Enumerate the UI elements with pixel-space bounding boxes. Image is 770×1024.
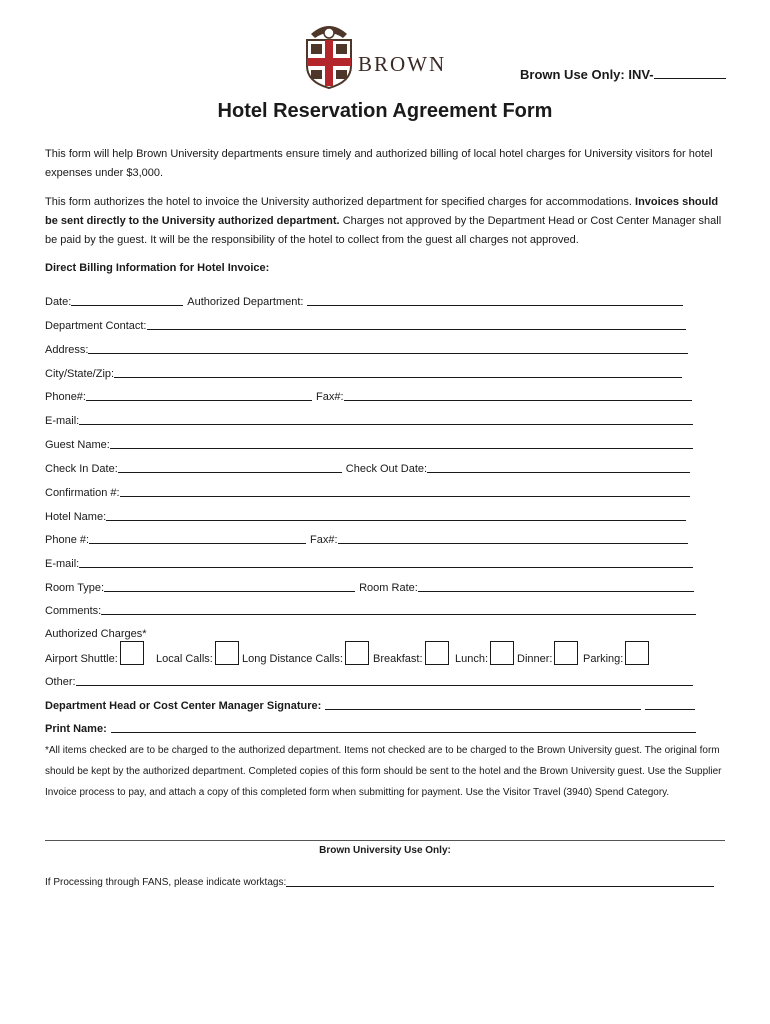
email-field[interactable]	[79, 413, 693, 425]
row-address	[45, 340, 688, 356]
row-check-in-out	[45, 459, 690, 475]
lunch-item	[455, 641, 514, 665]
airport-shuttle-checkbox[interactable]	[120, 641, 144, 665]
local-calls-item	[156, 641, 239, 665]
intro-paragraph-2	[45, 193, 725, 250]
row-date-department	[45, 292, 683, 308]
row-guest-name	[45, 435, 693, 451]
intro-p2-text-2: Charges not approved by the Department Head or Cost Center Manager shall be paid by the guest. It will be the responsibility of the hotel to collect from the guest all charges not approved.	[45, 215, 722, 246]
city-state-zip-label: City/State/Zip:	[45, 368, 115, 380]
brown-wordmark: BROWN	[358, 52, 447, 76]
room-type-label: Room Type:	[45, 582, 105, 594]
department-contact-label: Department Contact:	[45, 320, 147, 332]
local-calls-label: Local Calls:	[156, 653, 213, 665]
print-name-label: Print Name:	[45, 723, 107, 735]
parking-item	[583, 641, 649, 665]
room-rate-label: Room Rate:	[359, 582, 418, 594]
check-out-label: Check Out Date:	[345, 463, 428, 475]
room-type-field[interactable]	[104, 580, 355, 592]
hotel-fax-field[interactable]	[338, 532, 688, 544]
comments-field[interactable]	[101, 603, 696, 615]
parking-label: Parking:	[583, 653, 624, 665]
check-in-label: Check In Date:	[45, 463, 118, 475]
fans-row	[45, 874, 714, 888]
intro-p2-bold: Invoices should be sent directly to the University authorized department.	[45, 196, 719, 227]
local-calls-checkbox[interactable]	[215, 641, 239, 665]
long-distance-item	[242, 641, 369, 665]
hotel-phone-label: Phone #:	[45, 534, 90, 546]
row-confirmation	[45, 483, 690, 499]
university-use-only: Brown University Use Only:	[319, 845, 451, 856]
breakfast-label: Breakfast:	[373, 653, 423, 665]
guest-name-field[interactable]	[110, 437, 693, 449]
lunch-label: Lunch:	[455, 653, 489, 665]
signature-field[interactable]	[325, 698, 641, 710]
breakfast-checkbox[interactable]	[425, 641, 449, 665]
phone-label: Phone#:	[45, 391, 86, 403]
dinner-label: Dinner:	[517, 653, 553, 665]
address-field[interactable]	[88, 342, 688, 354]
dinner-item	[517, 641, 578, 665]
row-authorized-charges	[45, 624, 147, 640]
long-distance-label: Long Distance Calls:	[242, 653, 343, 665]
row-email-1	[45, 411, 693, 427]
row-phone-fax-1	[45, 387, 692, 403]
row-hotel-name	[45, 507, 686, 523]
row-phone-fax-2	[45, 530, 688, 546]
authorized-department-field[interactable]	[307, 294, 683, 306]
row-city-state-zip	[45, 364, 682, 380]
divider-line	[45, 840, 725, 841]
dinner-checkbox[interactable]	[554, 641, 578, 665]
check-in-field[interactable]	[118, 461, 342, 473]
row-department-contact	[45, 316, 686, 332]
date-field[interactable]	[71, 294, 183, 306]
check-out-field[interactable]	[427, 461, 690, 473]
breakfast-item	[373, 641, 449, 665]
page-title: Hotel Reservation Agreement Form	[217, 100, 553, 122]
row-email-2	[45, 554, 693, 570]
other-field[interactable]	[76, 674, 693, 686]
email-label: E-mail:	[45, 415, 80, 427]
confirmation-label: Confirmation #:	[45, 487, 120, 499]
print-name-field[interactable]	[111, 721, 696, 733]
signature-date-field[interactable]	[645, 698, 695, 710]
brown-crest-logo	[303, 20, 355, 90]
row-signature	[45, 696, 695, 712]
charges-note: *All items checked are to be charged to the authorized department. Items not checked are to be charged to the Brown University guest. The original form should be kept by the authorized department. Completed copies of this form should be sent to the hotel and the Brown University guest. Use the Supplier Invoice process to pay, and attach a copy of this completed form when submitting for payment. Use the Visitor Travel (3940) Spend Category.	[45, 745, 722, 798]
room-rate-field[interactable]	[418, 580, 694, 592]
hotel-fax-label: Fax#:	[310, 534, 338, 546]
fans-label: If Processing through FANS, please indicate worktags:	[45, 877, 287, 888]
city-state-zip-field[interactable]	[114, 366, 682, 378]
hotel-name-field[interactable]	[106, 509, 686, 521]
department-contact-field[interactable]	[147, 318, 686, 330]
comments-label: Comments:	[45, 605, 102, 617]
intro-paragraph-1: This form will help Brown University departments ensure timely and authorized billing of local hotel charges for University visitors for hotel expenses under $3,000.	[45, 148, 713, 179]
hotel-phone-field[interactable]	[89, 532, 306, 544]
row-room-type-rate	[45, 578, 694, 594]
hotel-email-field[interactable]	[79, 556, 693, 568]
date-label: Date:	[45, 296, 72, 308]
airport-shuttle-label: Airport Shuttle:	[45, 653, 118, 665]
fax-label: Fax#:	[315, 391, 344, 403]
inv-blank-line[interactable]	[654, 66, 726, 79]
hotel-email-label: E-mail:	[45, 558, 80, 570]
fans-worktags-field[interactable]	[286, 876, 714, 887]
long-distance-checkbox[interactable]	[345, 641, 369, 665]
row-comments	[45, 601, 696, 617]
row-print-name	[45, 719, 696, 735]
intro-p2-text: This form authorizes the hotel to invoice the University authorized department for specified charges for accommodations.	[45, 196, 632, 208]
guest-name-label: Guest Name:	[45, 439, 110, 451]
fax-field[interactable]	[344, 389, 692, 401]
authorized-department-label: Authorized Department:	[187, 296, 304, 308]
signature-label: Department Head or Cost Center Manager Signature:	[45, 700, 322, 712]
brown-use-only-inv	[520, 66, 726, 82]
address-label: Address:	[45, 344, 89, 356]
confirmation-field[interactable]	[120, 485, 690, 497]
hotel-name-label: Hotel Name:	[45, 511, 107, 523]
airport-shuttle-item	[45, 641, 144, 665]
row-other	[45, 672, 693, 688]
use-only-label: Brown Use Only: INV-	[520, 67, 654, 82]
parking-checkbox[interactable]	[625, 641, 649, 665]
authorized-charges-label: Authorized Charges*	[45, 628, 147, 640]
section-heading: Direct Billing Information for Hotel Invoice:	[45, 262, 270, 274]
other-label: Other:	[45, 676, 76, 688]
phone-field[interactable]	[86, 389, 312, 401]
lunch-checkbox[interactable]	[490, 641, 514, 665]
